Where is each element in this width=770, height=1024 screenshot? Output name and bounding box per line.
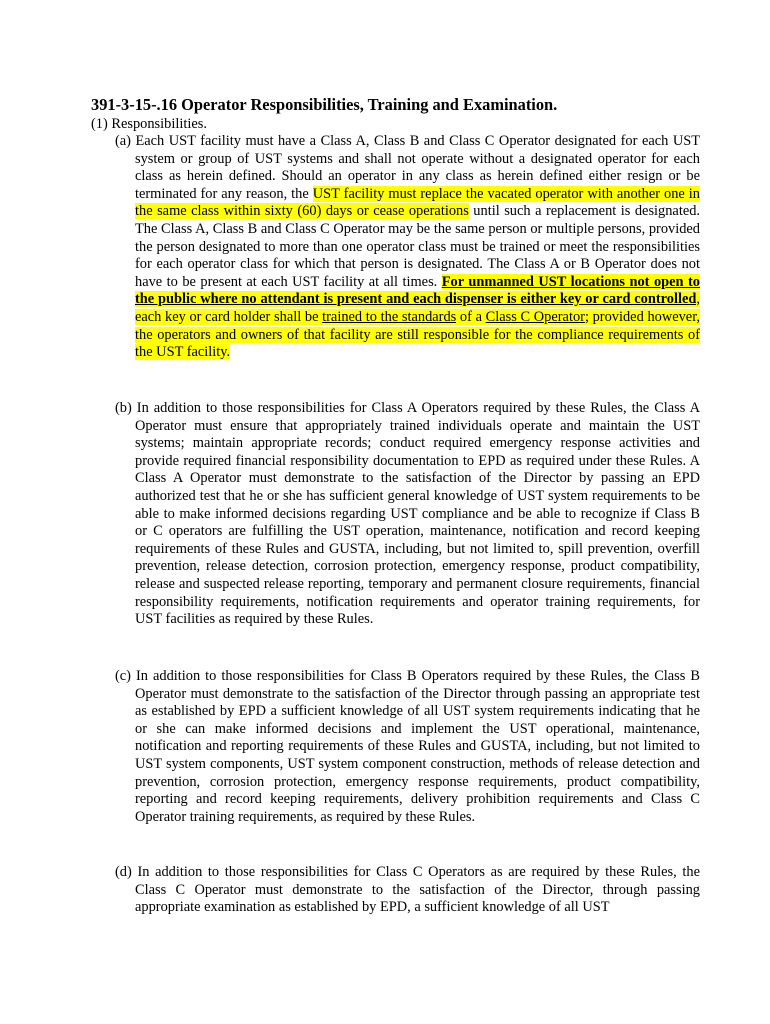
paragraph-a-text-2: until such a replacement is designated. The Class A, Class B and Class C Operator may be the same person or multiple persons, provided the person designated to more than one operator class must be trained or meet the responsibilities for each operator class for which that person is designated. The Class A or B Operator does not have to be present at each UST facility at all times. (135, 203, 701, 290)
paragraph-c: (c) In addition to those responsibilities for Class B Operators required by these Rules, the Class B Operator must demonstrate to the satisfaction of the Director through passing an appropriate test as established by EPD a sufficient knowledge of all UST system requirements indicating that he or she can make informed decisions and implement the UST operational, maintenance, notification and reporting requirements of these Rules and GUSTA, including, but not limited to UST system components, UST system component construction, methods of release detection and prevention, corrosion protection, emergency response requirements, product compatibility, reporting and record keeping requirements, delivery prohibition requirements and Class C Operator training requirements, as required by these Rules. (115, 668, 700, 825)
paragraph-a-highlight-replace-operator: UST facility must replace the vacated operator with another one in the same class within sixty (60) days or cease operations (135, 185, 700, 220)
subsection-heading: (1) Responsibilities. (91, 116, 207, 132)
paragraph-a-highlight-unmanned-locations: For unmanned UST locations not open to the public where no attendant is present and each dispenser is either key or card controlled (135, 273, 700, 308)
paragraph-a-text-1: (a) Each UST facility must have a Class A, Class B and Class C Operator designated for each UST system or group of UST systems and shall not operate without a designated operator for each class as herein defined. Should an operator in any class as herein defined either resign or be terminated for any reason, the (115, 133, 700, 202)
paragraph-a-underline-trained-standards: trained to the standards (322, 308, 457, 325)
section-title: 391-3-15-.16 Operator Responsibilities, Training and Examination. (91, 95, 558, 114)
paragraph-a-highlight-key-card-holder: , each key or card holder shall be (135, 291, 700, 325)
paragraph-a-highlight-owners-responsible: ; provided however, the operators and owners of that facility are still responsible for the compliance requirements of the UST facility. (135, 308, 701, 361)
paragraph-a (115, 133, 700, 362)
paragraph-b: (b) In addition to those responsibilities for Class A Operators required by these Rules, the Class A Operator must ensure that appropriately trained individuals operate and maintain the UST systems; maintain appropriate records; conduct required emergency response activities and provide required financial responsibility documentation to EPD as required under these Rules. A Class A Operator must demonstrate to the satisfaction of the Director by passing an EPD authorized test that he or she has sufficient general knowledge of UST system requirements to be able to make informed decisions regarding UST compliance and be able to recognize if Class B or C operators are fulfilling the UST operation, maintenance, notification and record keeping requirements of these Rules and GUSTA, including, but not limited to, spill prevention, overfill prevention, release detection, corrosion protection, emergency response, product compatibility, release and suspected release reporting, temporary and permanent closure requirements, financial responsibility requirements, notification requirements and operator training requirements, for UST facilities as required by these Rules. (115, 400, 700, 628)
paragraph-d: (d) In addition to those responsibilities for Class C Operators as are required by these Rules, the Class C Operator must demonstrate to the satisfaction of the Director, through passing appropriate examination as established by EPD, a sufficient knowledge of all UST (115, 864, 700, 916)
paragraph-a-underline-class-c-operator: Class C Operator (485, 308, 585, 325)
paragraph-a-highlight-of-a: of a (456, 308, 486, 325)
